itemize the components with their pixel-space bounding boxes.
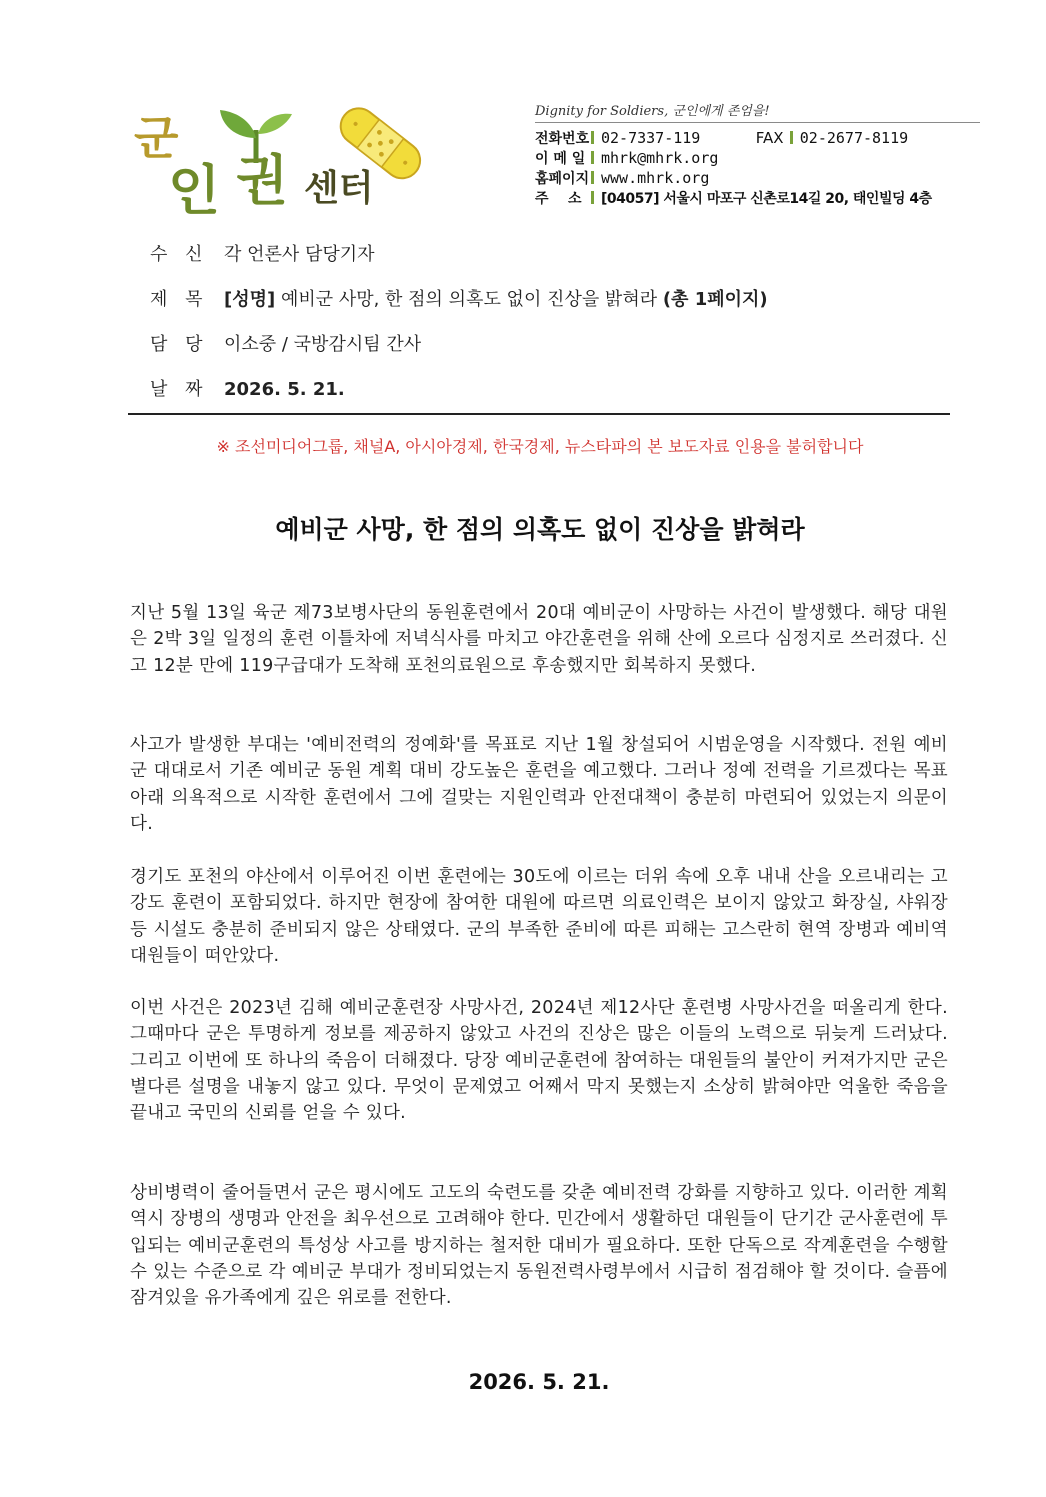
fax-value: 02-2677-8119	[799, 129, 909, 147]
subject-text: 예비군 사망, 한 점의 의혹도 없이 진상을 밝혀라	[275, 289, 663, 310]
meta-contact	[150, 330, 421, 356]
email-label: 이 메 일	[535, 151, 586, 167]
subject-label: 제 목	[150, 289, 209, 310]
contact-phone-row	[535, 128, 980, 148]
phone-label: 전화번호	[535, 131, 590, 147]
closing-date: 2026. 5. 21.	[468, 1370, 610, 1394]
divider-bar	[591, 171, 594, 184]
paragraph: 사고가 발생한 부대는 '예비전력의 정예화'를 목표로 지난 1월 창설되어 시범운영을 시작했다. 전원 예비군 대대로서 기존 예비군 동원 계획 대비 강도높은 훈련을 예고했다. 그러나 정예 전력을 기르겠다는 목표 아래 의욕적으로 시작한 훈련에서 그에 걸맞는 지원인력과 안전대책이 충분히 마련되어 있었는지 의문이다.	[130, 735, 948, 834]
logo	[128, 98, 428, 222]
email-value[interactable]: mhrk@mhrk.org	[601, 149, 719, 167]
meta-subject	[150, 285, 768, 311]
headline: 예비군 사망, 한 점의 의혹도 없이 진상을 밝혀라	[275, 515, 805, 544]
contact-value: 이소중 / 국방감시팀 간사	[224, 334, 422, 355]
slogan: Dignity for Soldiers, 군인에게 존엄을!	[535, 104, 770, 119]
subject-pages: (총 1페이지)	[662, 289, 768, 310]
subject-prefix: [성명]	[224, 289, 276, 310]
homepage-label: 홈페이지	[535, 171, 590, 187]
paragraph-1-block	[130, 600, 948, 679]
date-label: 날 짜	[150, 379, 209, 400]
logo-char-gun: 군	[134, 111, 179, 165]
date-value: 2026. 5. 21.	[224, 379, 345, 400]
meta-recipient	[150, 240, 375, 266]
paragraph: 상비병력이 줄어들면서 군은 평시에도 고도의 숙련도를 갖춘 예비전력 강화를 지향하고 있다. 이러한 계획 역시 장병의 생명과 안전을 최우선으로 고려해야 한다. 민간에서 생활하던 대원들이 단기간 군사훈련에 투입되는 예비군훈련의 특성상 사고를 방지하는 철저한 대비가 필요하다. 또한 단독으로 작계훈련을 수행할 수 있는 수준으로 각 예비군 부대가 정비되었는지 동원전력사령부에서 시급히 점검해야 할 것이다. 슬픔에 잠겨있을 유가족에게 깊은 위로를 전한다.	[130, 1183, 948, 1309]
paragraph-2-block	[130, 732, 948, 837]
logo-char-center: 센터	[304, 168, 374, 209]
recipient-label: 수 신	[150, 244, 209, 265]
address-label: 주 소	[535, 191, 582, 207]
paragraph: 경기도 포천의 야산에서 이루어진 이번 훈련에는 30도에 이르는 더위 속에 오후 내내 산을 오르내리는 고강도 훈련이 포함되었다. 하지만 현장에 참여한 대원에 따르면 의료인력은 보이지 않았고 화장실, 샤워장 등 시설도 충분히 준비되지 않은 상태였다. 군의 부족한 준비에 따른 피해는 고스란히 현역 장병과 예비역 대원들이 떠안았다.	[130, 867, 948, 966]
header-divider	[128, 413, 950, 415]
paragraph: 이번 사건은 2023년 김해 예비군훈련장 사망사건, 2024년 제12사단 훈련병 사망사건을 떠올리게 한다. 그때마다 군은 투명하게 정보를 제공하지 않았고 사건의 진상은 많은 이들의 노력으로 뒤늦게 드러났다. 그리고 이번에 또 하나의 죽음이 더해졌다. 당장 예비군훈련에 참여하는 대원들의 불안이 커져가지만 군은 별다른 설명을 내놓지 않고 있다. 무엇이 문제였고 어째서 막지 못했는지 소상히 밝혀야만 억울한 죽음을 끝내고 국민의 신뢰를 얻을 수 있다.	[130, 998, 948, 1124]
paragraph-4-block	[130, 995, 948, 1126]
logo-char-kwon: 권	[236, 149, 289, 212]
address-value: [04057] 서울시 마포구 신촌로14길 20, 태인빌딩 4층	[601, 191, 932, 207]
meta-date	[150, 375, 345, 401]
logo-char-in: 인	[168, 159, 221, 222]
paragraph: 지난 5월 13일 육군 제73보병사단의 동원훈련에서 20대 예비군이 사망하는 사건이 발생했다. 해당 대원은 2박 3일 일정의 훈련 이틀차에 저녁식사를 마치고 야간훈련을 위해 산에 오르다 심정지로 쓰러졌다. 신고 12분 만에 119구급대가 도착해 포천의료원으로 후송했지만 회복하지 못했다.	[130, 603, 948, 676]
phone-value: 02-7337-119	[601, 129, 701, 147]
paragraph-3-block	[130, 864, 948, 969]
recipient-value: 각 언론사 담당기자	[224, 244, 375, 265]
contact-block	[535, 100, 980, 208]
homepage-value[interactable]: www.mhrk.org	[601, 169, 710, 187]
contact-homepage-row	[535, 168, 980, 188]
fax-label: FAX	[755, 129, 784, 147]
divider-bar	[591, 131, 594, 144]
divider-bar	[591, 191, 594, 204]
contact-address-row	[535, 188, 980, 208]
contact-label: 담 당	[150, 334, 209, 355]
divider-bar	[790, 131, 793, 144]
contact-divider	[535, 122, 980, 123]
paragraph-5-block	[130, 1180, 948, 1311]
contact-email-row	[535, 148, 980, 168]
notice-text: ※ 조선미디어그룹, 채널A, 아시아경제, 한국경제, 뉴스타파의 본 보도자료 인용을 불허합니다	[216, 437, 864, 456]
divider-bar	[591, 151, 594, 164]
bandage-icon	[333, 98, 428, 188]
